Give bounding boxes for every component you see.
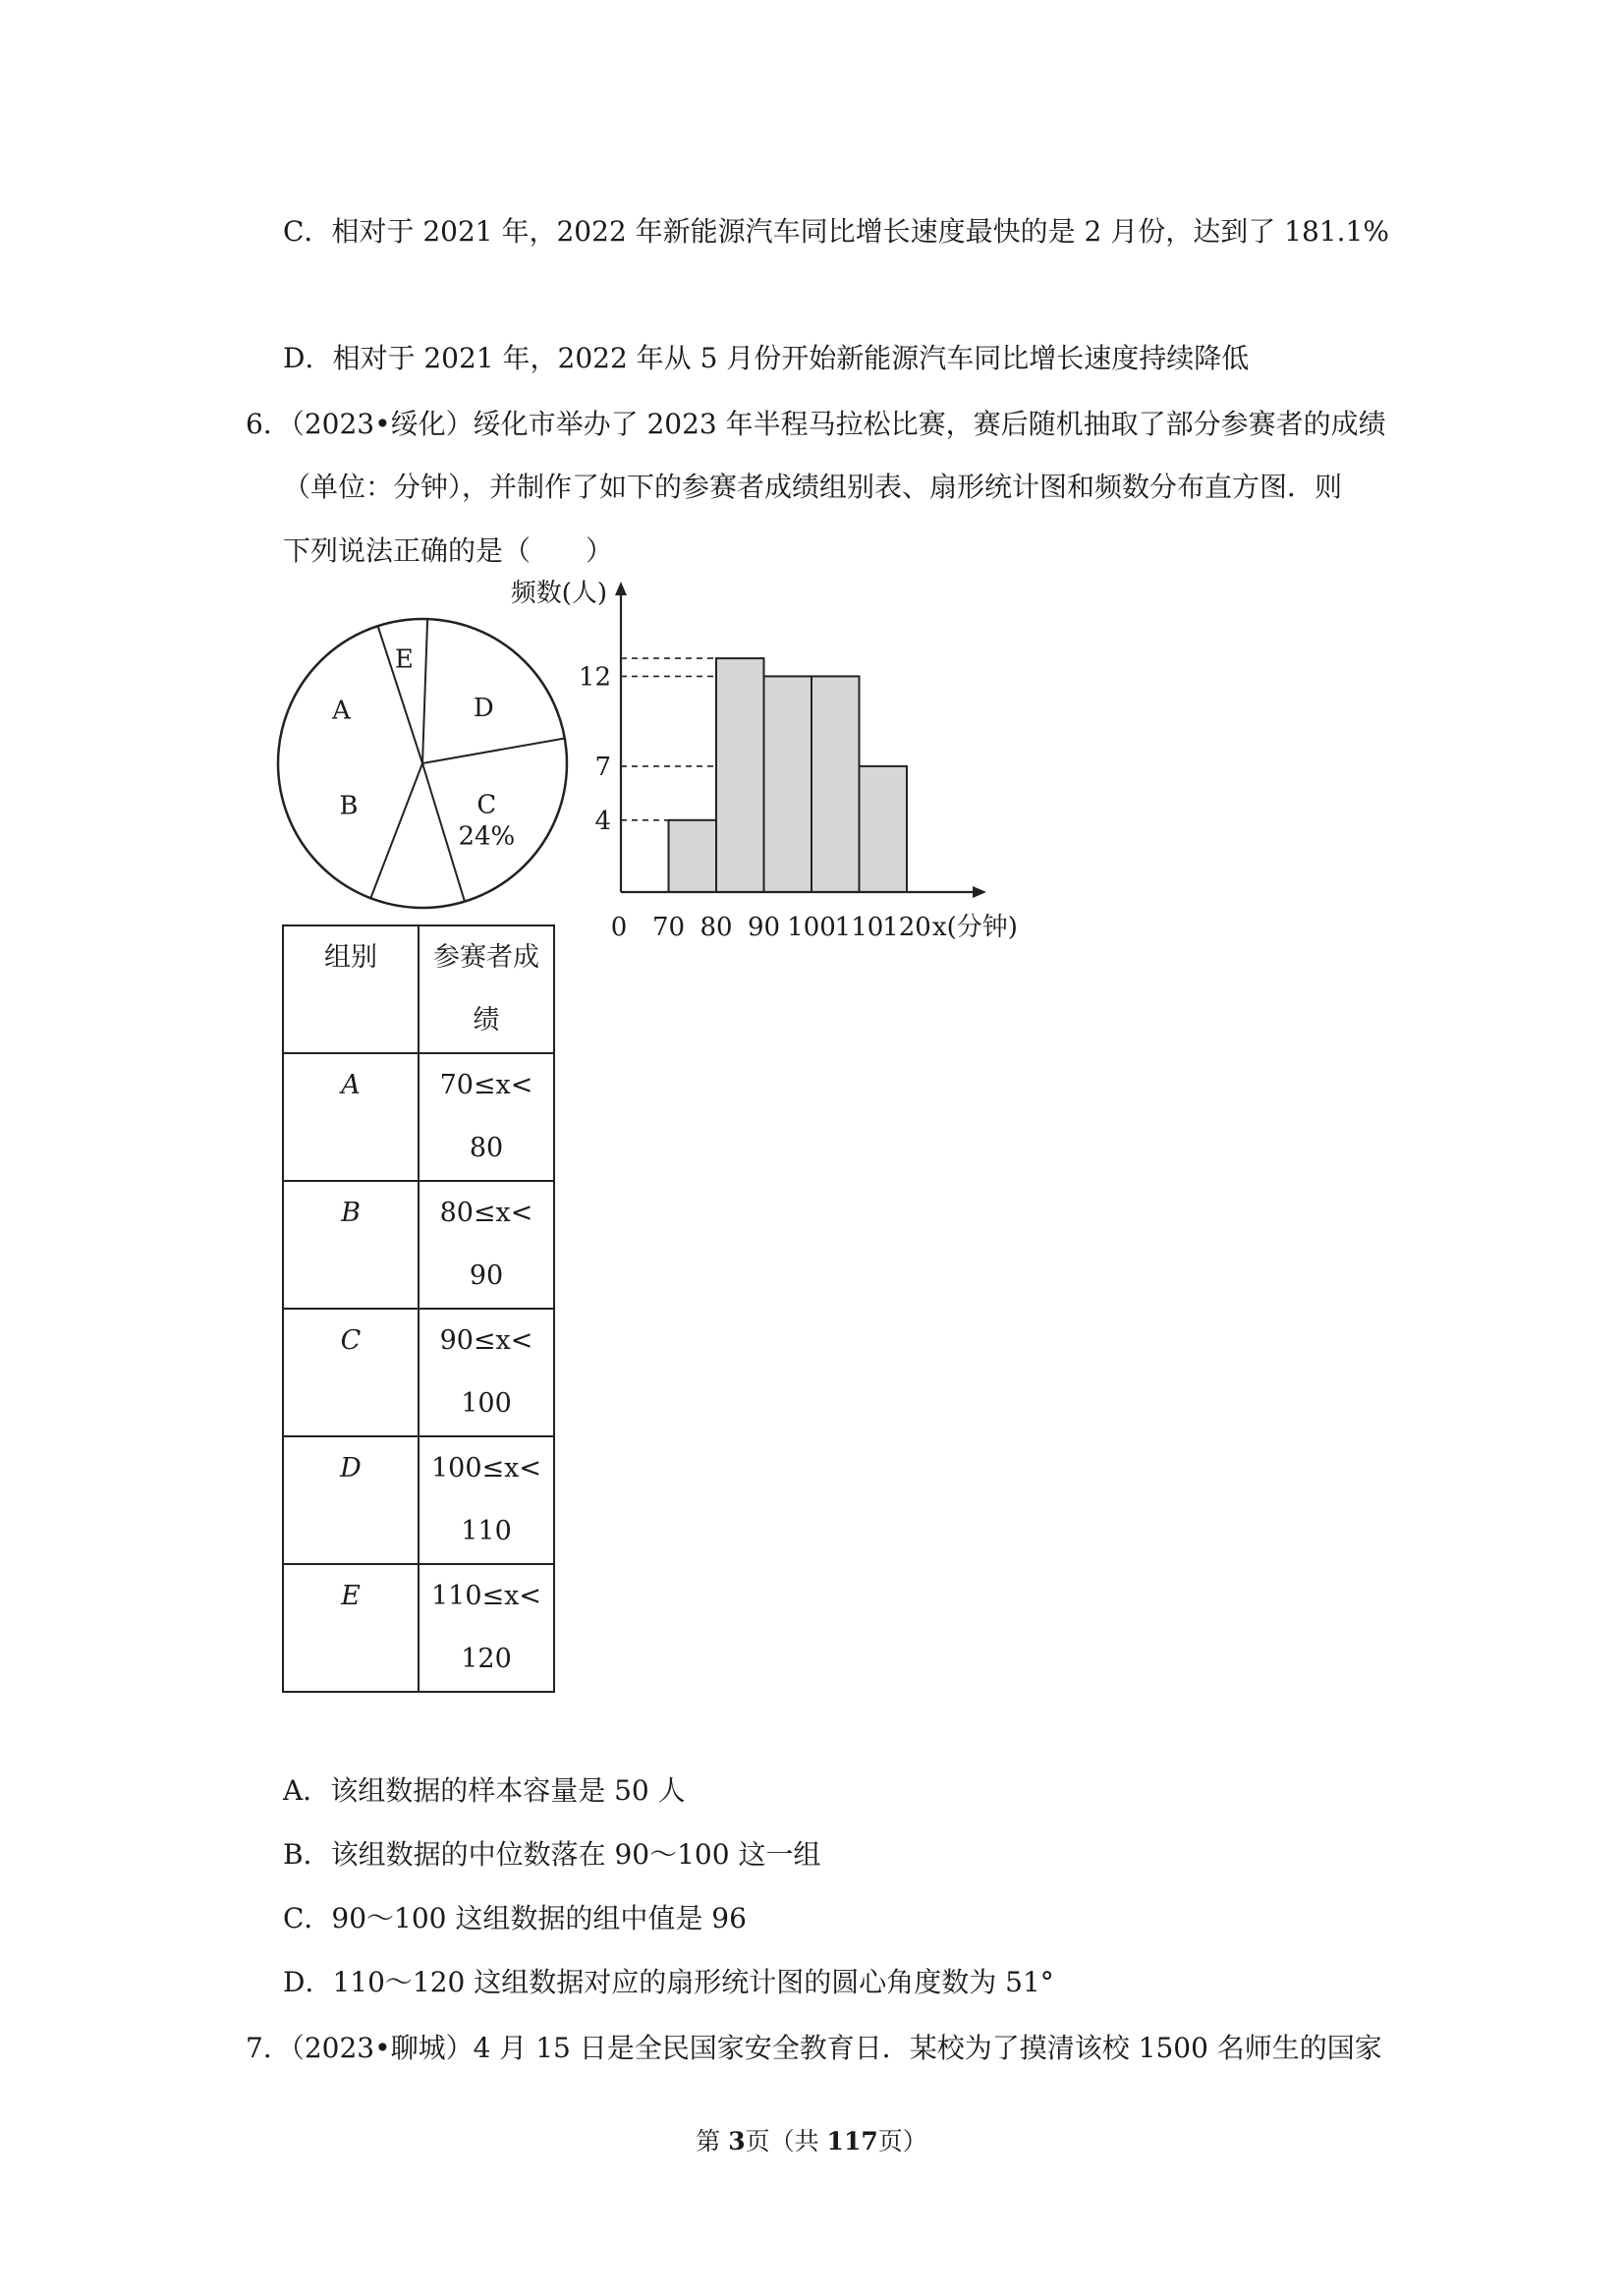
pie-label-d: D bbox=[473, 693, 494, 723]
pie-label-c-percent: 24% bbox=[458, 821, 516, 852]
table-header-row bbox=[283, 925, 554, 1053]
y-axis-label: 频数(人) bbox=[510, 579, 607, 608]
page-footer bbox=[0, 2122, 1623, 2157]
group-range bbox=[419, 1564, 554, 1692]
y-tick-label: 4 bbox=[594, 806, 611, 836]
histogram-bar bbox=[860, 766, 908, 892]
group-range bbox=[419, 1309, 554, 1436]
x-axis-label: x(分钟) bbox=[932, 913, 1018, 942]
table-row bbox=[283, 1181, 554, 1309]
range-line-1: 100≤x< bbox=[430, 1453, 541, 1484]
range-line-1: 110≤x< bbox=[430, 1581, 541, 1611]
group-name: B bbox=[283, 1181, 419, 1309]
y-tick-label: 7 bbox=[594, 752, 611, 782]
x-tick-label: 110 bbox=[834, 913, 884, 942]
range-line-1: 70≤x< bbox=[439, 1070, 533, 1100]
pie-label-e: E bbox=[394, 644, 414, 675]
group-range bbox=[419, 1436, 554, 1564]
histogram-bar bbox=[812, 676, 860, 892]
table-row bbox=[283, 1436, 554, 1564]
pie-label-c: C bbox=[476, 790, 497, 820]
histogram-bar bbox=[764, 676, 812, 892]
option-d-prev: D．相对于 2021 年，2022 年从 5 月份开始新能源汽车同比增长速度持续降低 bbox=[283, 342, 1250, 374]
x-tick-label: 80 bbox=[700, 913, 733, 942]
footer-prefix: 第 bbox=[696, 2127, 729, 2156]
header-score-line-1: 参赛者成 bbox=[433, 942, 539, 973]
charts-svg bbox=[275, 572, 1081, 945]
group-name: C bbox=[283, 1309, 419, 1436]
footer-total-pages: 117 bbox=[826, 2127, 878, 2156]
option-b: B．该组数据的中位数落在 90～100 这一组 bbox=[283, 1838, 821, 1871]
group-name: E bbox=[283, 1564, 419, 1692]
pie-slice-divider bbox=[422, 738, 565, 763]
option-d: D．110～120 这组数据对应的扇形统计图的圆心角度数为 51° bbox=[283, 1966, 1054, 1998]
histogram-chart bbox=[511, 579, 1018, 942]
y-axis-arrow-icon bbox=[615, 582, 627, 595]
header-group: 组别 bbox=[283, 925, 419, 1053]
footer-page-number: 3 bbox=[728, 2127, 746, 2156]
pie-label-a: A bbox=[332, 696, 351, 726]
range-line-2: 100 bbox=[461, 1388, 512, 1419]
x-tick-label: 120 bbox=[882, 913, 931, 942]
origin-label: 0 bbox=[610, 913, 628, 942]
group-table bbox=[282, 924, 555, 1693]
x-axis-arrow-icon bbox=[973, 886, 986, 898]
question-6-line-3: 下列说法正确的是（ ） bbox=[283, 534, 614, 567]
histogram-bar bbox=[716, 658, 764, 892]
group-name: D bbox=[283, 1436, 419, 1564]
header-score bbox=[419, 925, 554, 1053]
group-range bbox=[419, 1053, 554, 1181]
question-7-line-1: 7．（2023•聊城）4 月 15 日是全民国家安全教育日．某校为了摸清该校 1500 名师生的国家 bbox=[246, 2032, 1382, 2064]
option-c: C．90～100 这组数据的组中值是 96 bbox=[283, 1902, 747, 1934]
range-line-2: 90 bbox=[469, 1260, 504, 1291]
x-tick-label: 70 bbox=[651, 913, 686, 942]
question-6-figure bbox=[275, 572, 1081, 945]
footer-suffix: 页） bbox=[877, 2127, 927, 2156]
pie-label-b: B bbox=[339, 791, 359, 821]
table-row bbox=[283, 1309, 554, 1436]
header-score-line-2: 绩 bbox=[473, 1005, 500, 1036]
x-tick-label: 100 bbox=[787, 913, 836, 942]
question-6-line-1: 6．（2023•绥化）绥化市举办了 2023 年半程马拉松比赛，赛后随机抽取了部分参赛者的成绩 bbox=[246, 408, 1386, 440]
pie-slice-divider bbox=[422, 619, 427, 763]
group-range bbox=[419, 1181, 554, 1309]
question-6-line-2: （单位：分钟），并制作了如下的参赛者成绩组别表、扇形统计图和频数分布直方图．则 bbox=[283, 471, 1343, 503]
option-c-prev: C．相对于 2021 年，2022 年新能源汽车同比增长速度最快的是 2 月份，达到了 181.1% bbox=[283, 215, 1389, 248]
range-line-1: 90≤x< bbox=[439, 1325, 533, 1356]
footer-middle: 页（共 bbox=[745, 2127, 827, 2156]
pie-slice-divider bbox=[370, 763, 422, 898]
range-line-2: 120 bbox=[461, 1644, 512, 1674]
y-tick-label: 12 bbox=[578, 662, 611, 693]
pie-chart bbox=[278, 619, 567, 908]
group-name: A bbox=[283, 1053, 419, 1181]
option-a: A．该组数据的样本容量是 50 人 bbox=[283, 1774, 686, 1807]
histogram-bar bbox=[669, 820, 717, 892]
table-row bbox=[283, 1564, 554, 1692]
table-row bbox=[283, 1053, 554, 1181]
range-line-1: 80≤x< bbox=[439, 1198, 533, 1228]
x-tick-label: 90 bbox=[747, 913, 781, 942]
range-line-2: 110 bbox=[461, 1516, 512, 1546]
range-line-2: 80 bbox=[469, 1133, 504, 1163]
